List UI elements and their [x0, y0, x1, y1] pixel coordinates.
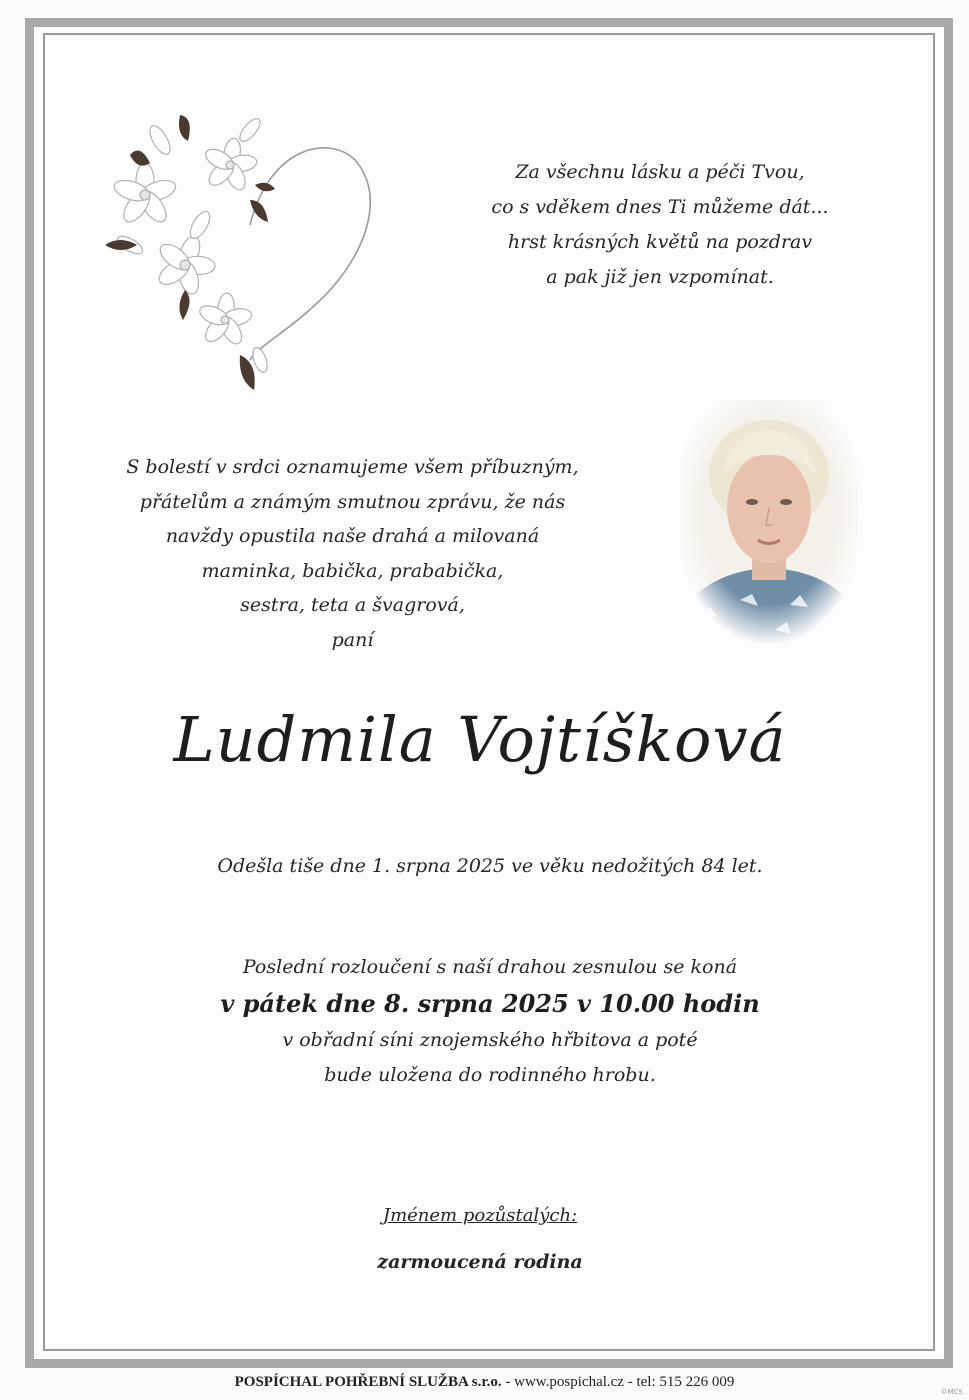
poem [470, 155, 850, 295]
footer [0, 1374, 969, 1391]
announcement-line: sestra, teta a švagrová, [240, 594, 465, 616]
announcement-line: paní [331, 628, 374, 651]
family-signature: zarmoucená rodina [377, 1251, 583, 1273]
ceremony-burial: bude uložena do rodinného hrobu. [324, 1064, 656, 1086]
flower-heart-ornament [100, 105, 385, 400]
announcement-line: navždy opustila naše drahá a milovaná [165, 525, 540, 547]
announcement-line: S bolestí v srdci oznamujeme všem příbuzným, [126, 456, 579, 478]
announcement-line: přátelům a známým smutnou zprávu, že nás [139, 490, 566, 513]
footer-company: POSPÍCHAL POHŘEBNÍ SLUŽBA s.r.o. [234, 1374, 502, 1390]
ceremony-block [160, 950, 820, 1093]
corner-mark: ©MCS [940, 1388, 963, 1396]
poem-line: co s vděkem dnes Ti můžeme dát... [491, 196, 829, 218]
poem-line: a pak již jen vzpomínat. [546, 266, 774, 288]
poem-line: Za všechnu lásku a péči Tvou, [515, 161, 805, 183]
footer-contact: - www.pospichal.cz - tel: 515 226 009 [501, 1374, 735, 1390]
on-behalf-label: Jménem pozůstalých: [382, 1205, 578, 1226]
death-note: Odešla tiše dne 1. srpna 2025 ve věku nedožitých 84 let. [217, 855, 763, 877]
ceremony-intro: Poslední rozloučení s naší drahou zesnulou se koná [242, 956, 738, 978]
announcement [90, 450, 615, 657]
announcement-line: maminka, babička, prababička, [201, 559, 504, 582]
deceased-name: Ludmila Vojtíšková [173, 703, 787, 776]
poem-line: hrst krásných květů na pozdrav [507, 231, 813, 253]
ceremony-place: v obřadní síni znojemského hřbitova a poté [282, 1029, 698, 1051]
portrait-photo [680, 400, 858, 645]
ceremony-datetime: v pátek dne 8. srpna 2025 v 10.00 hodin [220, 989, 760, 1018]
